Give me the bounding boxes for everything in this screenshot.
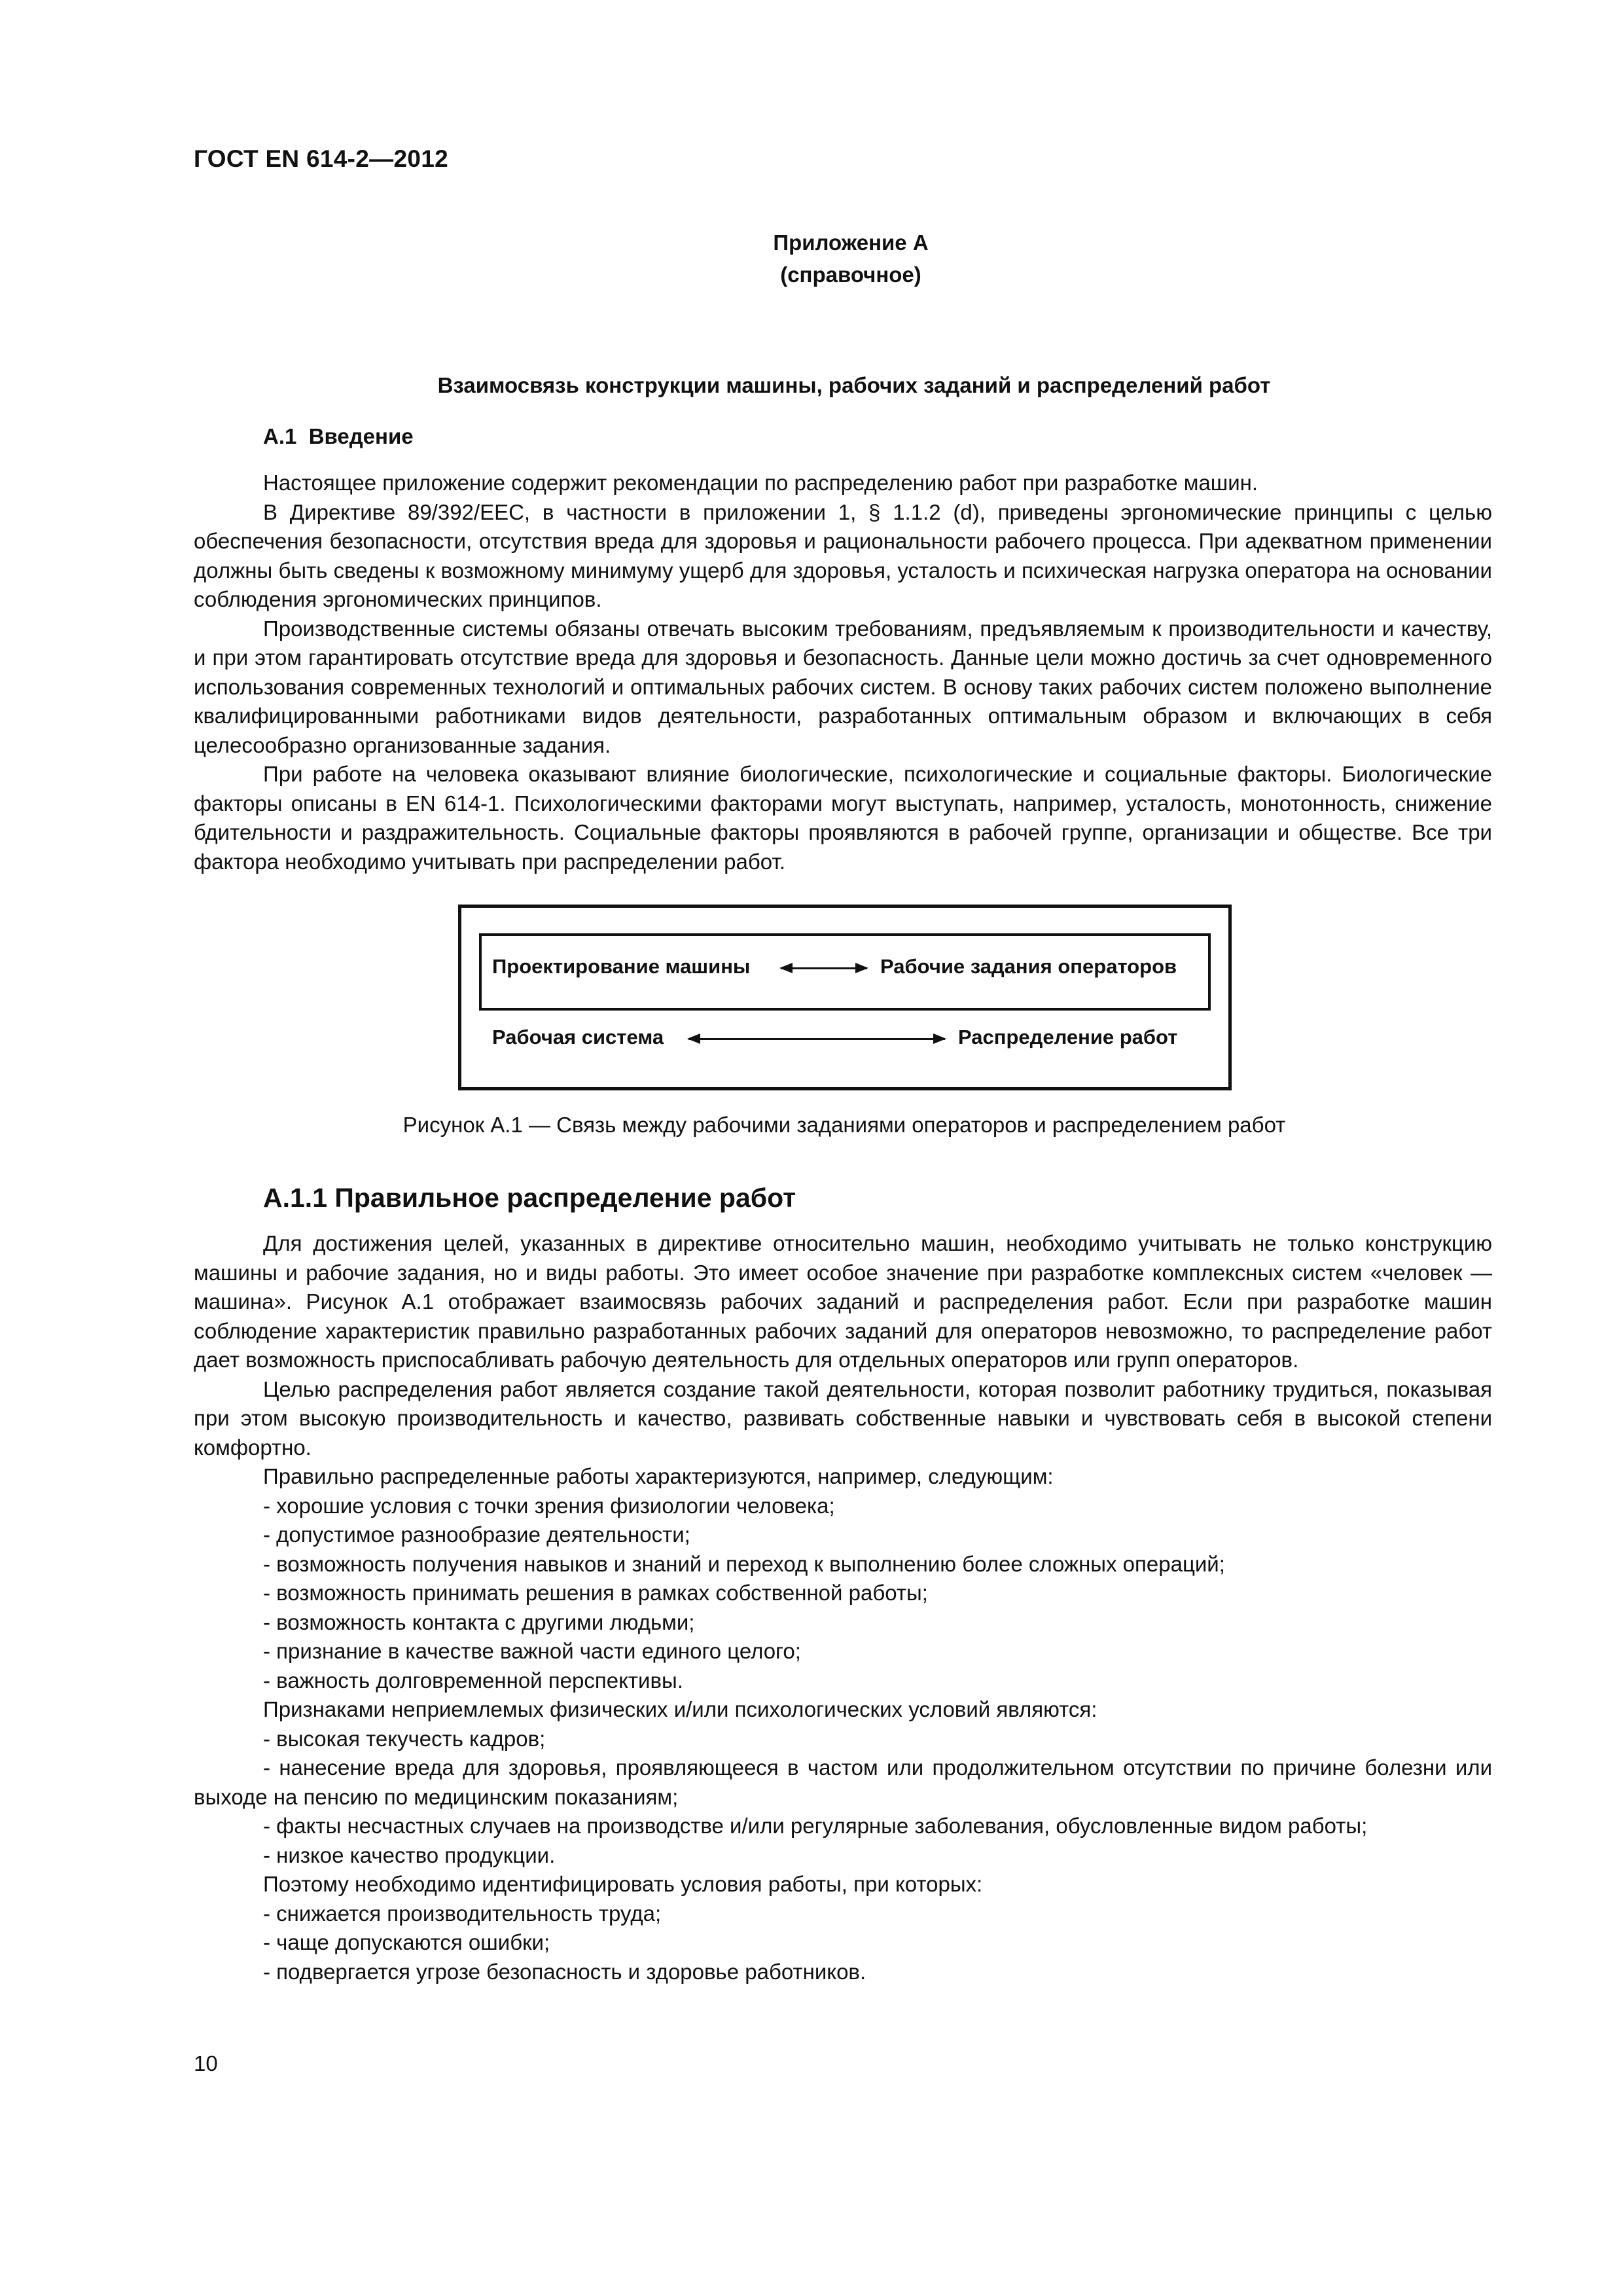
page-number: 10 [194,2051,218,2075]
figure-label-machine-design: Проектирование машины [492,955,751,978]
document-header: ГОСТ EN 614-2—2012 [194,145,448,172]
paragraph: В Директиве 89/392/ЕЕС, в частности в приложении 1, § 1.1.2 (d), приведены эргономические принципы с целью обеспечения безопасности, отсутствия вреда для здоровья и рациональности рабочего процесса. При адекватном применении должны быть сведены к возможному минимуму ущерб для здоровья, усталость и психическая нагрузка оператора на основании соблюдения эргономических принципов. [194,499,1492,611]
list-item: - нанесение вреда для здоровья, проявляющееся в частом или продолжительном отсутствии по причине болезни или выходе на пенсию по медицинским показаниям; [194,1755,1492,1809]
annex-title: Приложение А [773,230,929,255]
paragraph: Поэтому необходимо идентифицировать условия работы, при которых: [263,1872,983,1896]
paragraph: Производственные системы обязаны отвечать высоким требованиям, предъявляемым к производительности и качеству, и при этом гарантировать отсутствие вреда для здоровья и безопасность. Данные цели можно достичь за счет одновременного использования современных технологий и оптимальных рабочих систем. В основу таких рабочих систем положено выполнение квалифицированными работниками видов деятельности, разработанных оптимальным образом и включающих в себя целесообразно организованные задания. [194,616,1492,757]
double-arrow-icon [781,967,867,969]
paragraph: Для достижения целей, указанных в директиве относительно машин, необходимо учитывать не только конструкцию машины и рабочие задания, но и виды работы. Это имеет особое значение при разработке комплексных систем «человек — машина». Рисунок А.1 отображает взаимосвязь рабочих заданий и распределения работ. Если при разработке машин соблюдение характеристик правильно разработанных рабочих заданий для операторов невозможно, то распределение работ дает возможность приспосабливать рабочую деятельность для отдельных операторов или групп операторов. [194,1231,1492,1372]
double-arrow-icon [688,1038,945,1040]
list-item: - низкое качество продукции. [263,1842,556,1867]
list-item: - признание в качестве важной части единого целого; [263,1639,801,1663]
list-item: - допустимое разнообразие деятельности; [263,1522,690,1547]
section-a1-number: А.1 [263,424,297,448]
list-item: - важность долговременной перспективы. [263,1668,683,1693]
list-item: - возможность получения навыков и знаний и переход к выполнению более сложных операций; [263,1551,1225,1576]
list-item: - чаще допускаются ошибки; [263,1930,550,1954]
paragraph: При работе на человека оказывают влияние биологические, психологические и социальные факторы. Биологические факторы описаны в EN 614-1. Психологическими факторами могут выступать, например, усталость, монотонность, снижение бдительности и раздражительность. Социальные факторы проявляются в рабочей группе, организации и обществе. Все три фактора необходимо учитывать при распределении работ. [194,762,1492,874]
paragraph: Правильно распределенные работы характеризуются, например, следующим: [263,1464,1054,1488]
section-a1-heading [263,424,414,449]
list-item: - возможность контакта с другими людьми; [263,1609,695,1634]
section-a11-heading: А.1.1 Правильное распределение работ [263,1183,796,1213]
annex-heading [0,226,1623,291]
figure-caption: Рисунок А.1 — Связь между рабочими заданиями операторов и распределением работ [402,1113,1286,1137]
section-a1-title: Введение [308,424,414,448]
annex-type: (справочное) [780,262,921,287]
paragraph: Признаками неприемлемых физических и/или психологических условий являются: [263,1697,1097,1721]
body-text [194,1229,1492,1986]
annex-main-title: Взаимосвязь конструкции машины, рабочих заданий и распределений работ [437,373,1271,397]
list-item: - высокая текучесть кадров; [263,1726,546,1751]
list-item: - подвергается угрозе безопасность и здоровье работников. [263,1959,866,1984]
paragraph: Целью распределения работ является создание такой деятельности, которая позволит работнику трудиться, показывая при этом высокую производительность и качество, развивать собственные навыки и чувствовать себя в высокой степени комфортно. [194,1376,1492,1460]
figure-label-operator-tasks: Рабочие задания операторов [880,955,1177,978]
intro-text [194,469,1492,876]
list-item: - возможность принимать решения в рамках собственной работы; [263,1581,928,1605]
paragraph: Настоящее приложение содержит рекомендации по распределению работ при разработке машин. [263,471,1258,495]
list-item: - снижается производительность труда; [263,1901,662,1926]
list-item: - хорошие условия с точки зрения физиологии человека; [263,1493,835,1518]
figure-label-work-system: Рабочая система [492,1026,664,1049]
list-item: - факты несчастных случаев на производстве и/или регулярные заболевания, обусловленные видом работы; [263,1814,1368,1838]
figure-label-work-distribution: Распределение работ [958,1026,1178,1049]
